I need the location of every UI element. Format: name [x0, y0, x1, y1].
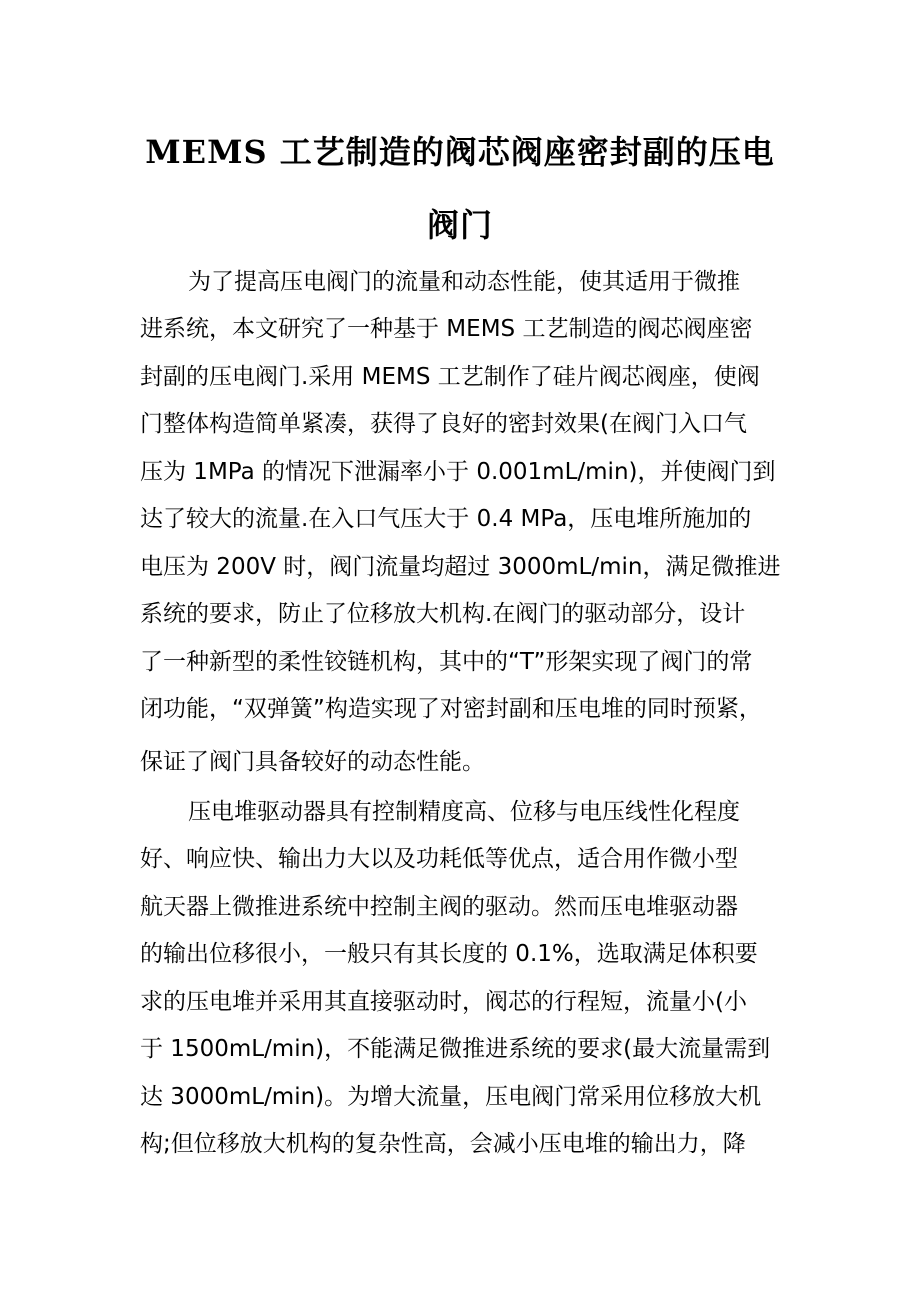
paragraph-1-line-2: 进系统，本文研究了一种基于 MEMS 工艺制造的阀芯阀座密: [140, 316, 753, 342]
paragraph-2-line-2: 好、响应快、输出力大以及功耗低等优点，适合用作微小型: [140, 846, 738, 872]
paragraph-2-line-6: 于 1500mL/min)，不能满足微推进系统的要求(最大流量需到: [140, 1036, 771, 1062]
paragraph-2-line-5: 求的压电堆并采用其直接驱动时，阀芯的行程短，流量小(小: [140, 989, 747, 1015]
paragraph-1-line-11: 保证了阀门具备较好的动态性能。: [140, 749, 485, 775]
paragraph-2-line-1: 压电堆驱动器具有控制精度高、位移与电压线性化程度: [188, 799, 740, 825]
paragraph-2-line-8: 构;但位移放大机构的复杂性高，会减小压电堆的输出力，降: [140, 1131, 746, 1157]
paragraph-2-line-7: 达 3000mL/min)。为增大流量，压电阀门常采用位移放大机: [140, 1084, 762, 1110]
document-title-line-2: 阀门: [426, 206, 493, 244]
paragraph-1-line-1: 为了提高压电阀门的流量和动态性能，使其适用于微推: [188, 269, 740, 295]
paragraph-1-line-9: 了一种新型的柔性铰链机构，其中的“T”形架实现了阀门的常: [140, 649, 753, 675]
paragraph-2-line-3: 航天器上微推进系统中控制主阀的驱动。然而压电堆驱动器: [140, 894, 738, 920]
paragraph-1-line-4: 门整体构造简单紧凑，获得了良好的密封效果(在阀门入口气: [140, 411, 747, 437]
paragraph-1-line-7: 电压为 200V 时，阀门流量均超过 3000mL/min，满足微推进: [140, 554, 781, 580]
document-title-line-1: MEMS 工艺制造的阀芯阀座密封副的压电: [145, 133, 775, 171]
paragraph-2-line-4: 的输出位移很小，一般只有其长度的 0.1%，选取满足体积要: [140, 941, 758, 967]
paragraph-1-line-8: 系统的要求，防止了位移放大机构.在阀门的驱动部分，设计: [140, 601, 746, 627]
paragraph-1-line-5: 压为 1MPa 的情况下泄漏率小于 0.001mL/min)，并使阀门到: [140, 459, 776, 485]
paragraph-1-line-3: 封副的压电阀门.采用 MEMS 工艺制作了硅片阀芯阀座，使阀: [140, 364, 760, 390]
paragraph-1-line-6: 达了较大的流量.在入口气压大于 0.4 MPa，压电堆所施加的: [140, 506, 752, 532]
paragraph-1-line-10: 闭功能，“双弹簧”构造实现了对密封副和压电堆的同时预紧，: [140, 696, 762, 722]
